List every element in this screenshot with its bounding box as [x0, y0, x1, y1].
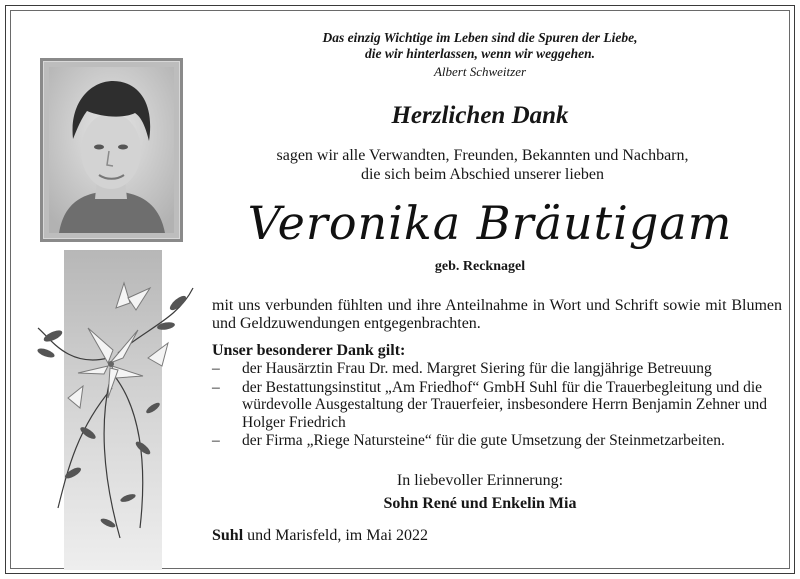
- motto-quote: [260, 30, 700, 62]
- list-item-text: der Hausärztin Frau Dr. med. Margret Siering für die langjährige Betreuung: [242, 360, 712, 377]
- motto-author: Albert Schweitzer: [433, 64, 527, 79]
- list-dash: –: [212, 432, 220, 449]
- maiden-name: geb. Recknagel: [434, 259, 526, 274]
- intro-line-2: die sich beim Abschied unserer lieben: [360, 166, 605, 183]
- list-item: [212, 360, 787, 378]
- portrait-frame: [40, 58, 183, 242]
- motto-line-1: Das einzig Wichtige im Leben sind die Spuren der Liebe,: [322, 30, 638, 45]
- intro-line-1: sagen wir alle Verwandten, Freunden, Bekannten und Nachbarn,: [276, 147, 689, 164]
- intro-text: [225, 146, 740, 184]
- place-date-rest: und Marisfeld, im Mai 2022: [243, 527, 429, 544]
- place-city: Suhl: [212, 527, 244, 544]
- motto-line-2: die wir hinterlassen, wenn wir weggehen.: [365, 46, 595, 61]
- portrait-image: [49, 67, 174, 233]
- deceased-name: Veronika Bräutigam: [247, 196, 733, 250]
- portrait-photo: [49, 67, 174, 233]
- flower-illustration: [28, 258, 198, 543]
- special-thanks-list: [212, 360, 787, 451]
- list-item-text: der Firma „Riege Natursteine“ für die gute Umsetzung der Steinmetzarbeiten.: [242, 432, 725, 449]
- list-dash: –: [212, 360, 220, 377]
- list-dash: –: [212, 378, 220, 396]
- list-item: [212, 432, 787, 450]
- notice-title: Herzlichen Dank: [391, 102, 569, 129]
- signers: Sohn René und Enkelin Mia: [383, 495, 577, 512]
- list-item: [212, 379, 787, 432]
- memory-line: In liebevoller Erinnerung:: [396, 472, 564, 489]
- special-thanks-heading: Unser besonderer Dank gilt:: [212, 342, 406, 359]
- list-item-text: der Bestattungsinstitut „Am Friedhof“ GmbH Suhl für die Trauerbegleitung und die würdevolle Ausgestaltung der Trauerfeier, insbesondere Herrn Benjamin Zehner und Holger Friedrich: [242, 378, 767, 431]
- body-text: mit uns verbunden fühlten und ihre Anteilnahme in Wort und Schrift sowie mit Blumen und Geldzuwendungen entgegenbrachten.: [212, 297, 782, 332]
- place-date: [212, 527, 428, 545]
